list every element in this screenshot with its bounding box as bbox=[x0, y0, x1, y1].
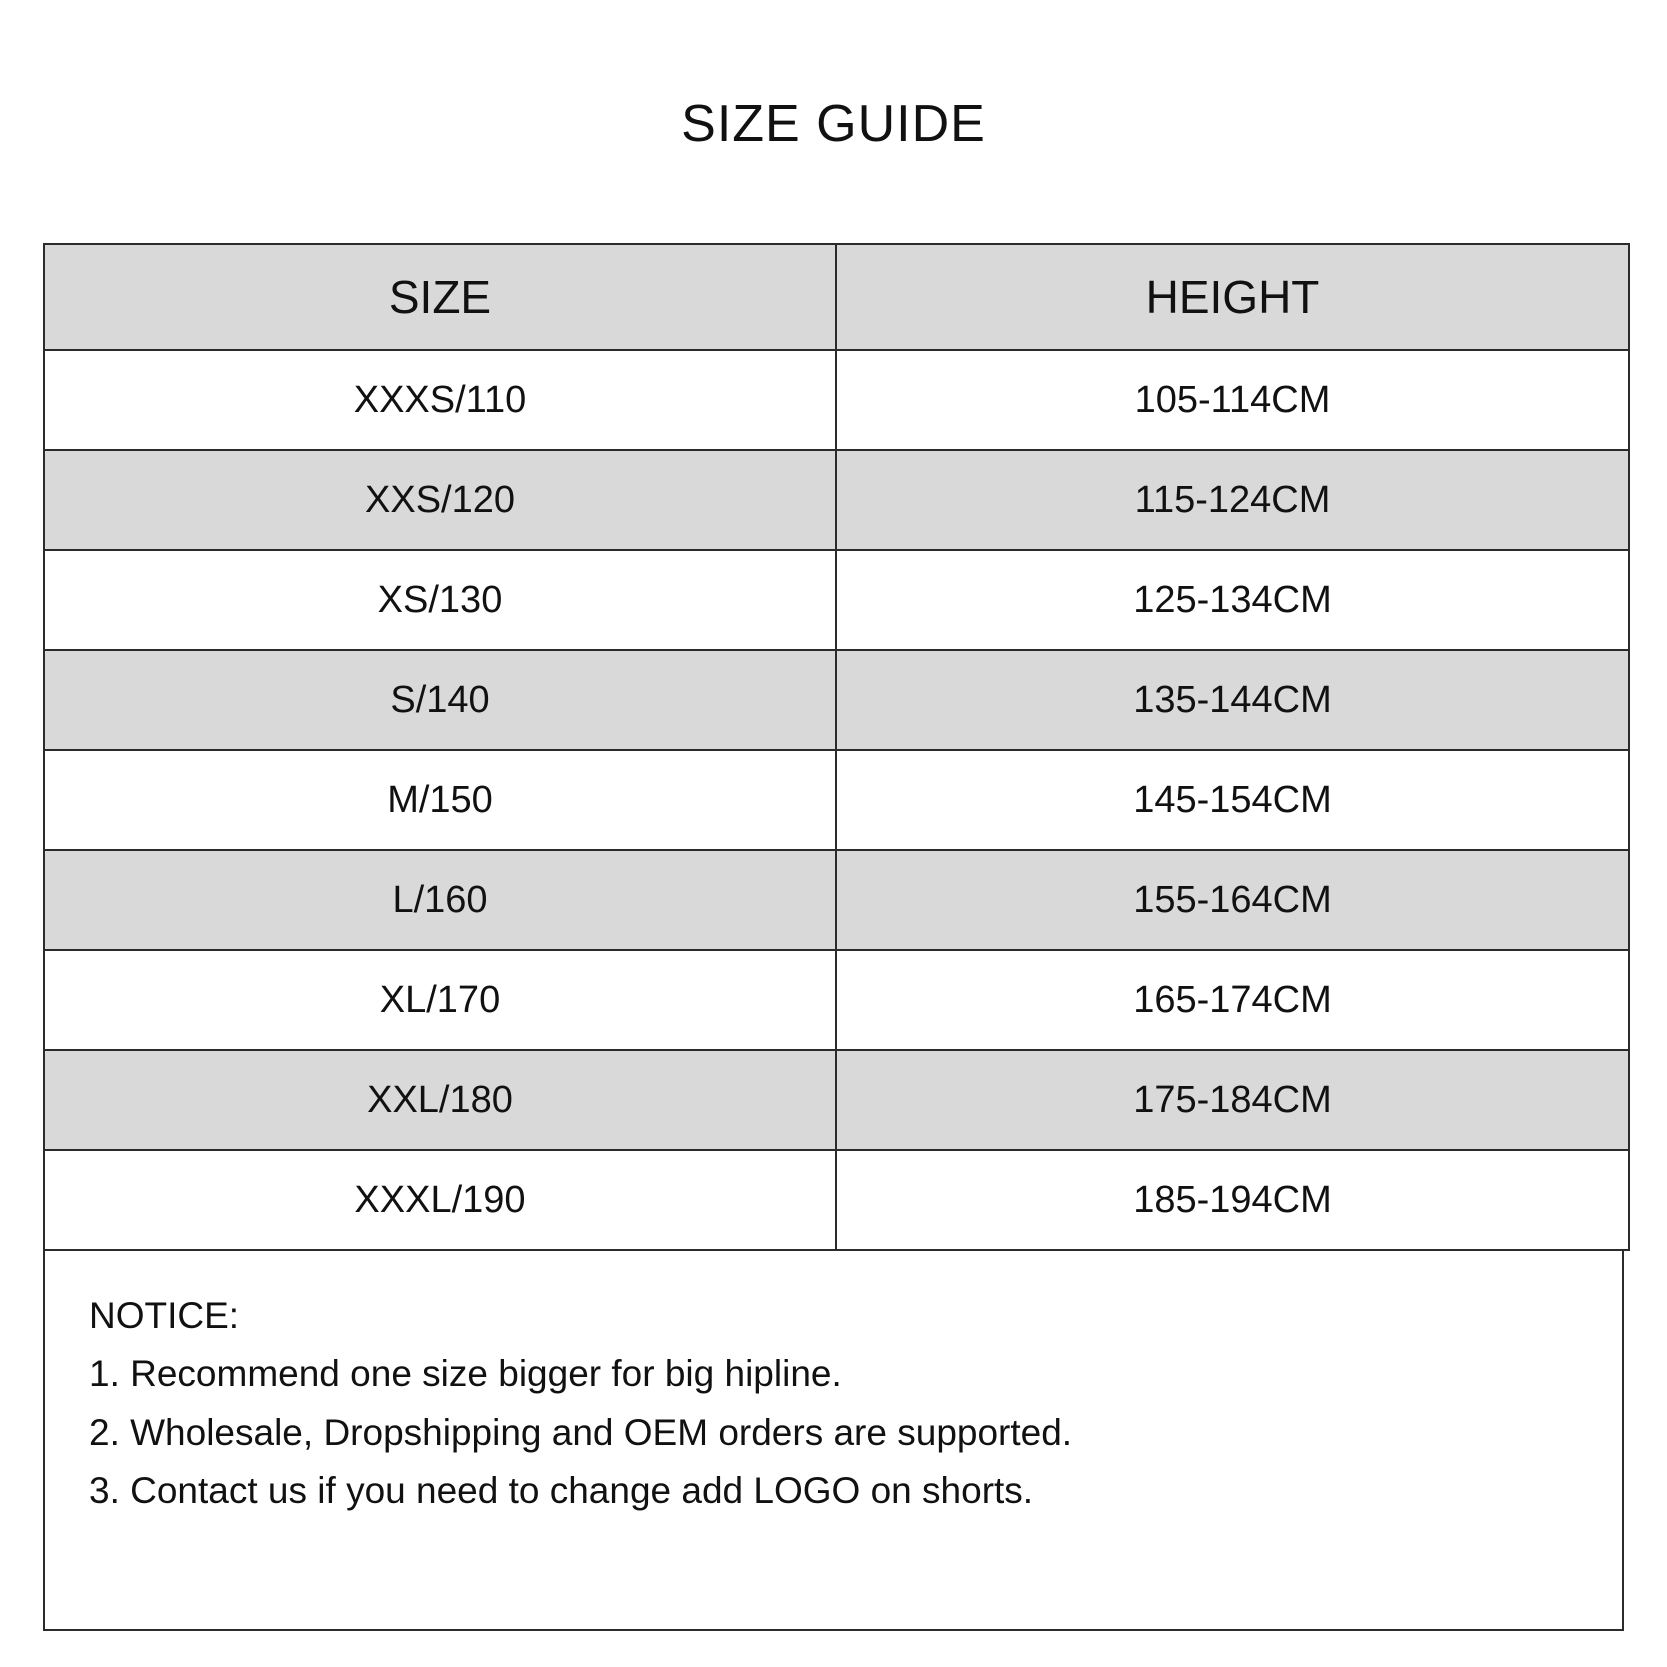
table-row bbox=[44, 950, 1629, 1050]
table-row bbox=[44, 350, 1629, 450]
cell-height: 105-114CM bbox=[836, 350, 1629, 450]
cell-size: XXL/180 bbox=[44, 1050, 836, 1150]
size-table bbox=[43, 243, 1630, 1251]
table-row bbox=[44, 850, 1629, 950]
table-row bbox=[44, 1050, 1629, 1150]
table-row bbox=[44, 550, 1629, 650]
page-title: SIZE GUIDE bbox=[681, 95, 986, 153]
cell-size: XL/170 bbox=[44, 950, 836, 1050]
column-header-size: SIZE bbox=[44, 244, 836, 350]
cell-size: L/160 bbox=[44, 850, 836, 950]
column-header-height: HEIGHT bbox=[836, 244, 1629, 350]
cell-height: 175-184CM bbox=[836, 1050, 1629, 1150]
notice-heading: NOTICE: bbox=[89, 1295, 240, 1336]
cell-size: XS/130 bbox=[44, 550, 836, 650]
table-row bbox=[44, 750, 1629, 850]
table-row bbox=[44, 1150, 1629, 1250]
table-header bbox=[44, 244, 1629, 350]
cell-height: 155-164CM bbox=[836, 850, 1629, 950]
cell-size: XXS/120 bbox=[44, 450, 836, 550]
table-row bbox=[44, 650, 1629, 750]
table-row bbox=[44, 450, 1629, 550]
notice-line-2: 2. Wholesale, Dropshipping and OEM orders are supported. bbox=[89, 1411, 1073, 1453]
notice-line-3: 3. Contact us if you need to change add LOGO on shorts. bbox=[89, 1470, 1034, 1512]
notice-line-1: 1. Recommend one size bigger for big hipline. bbox=[89, 1353, 842, 1395]
size-table-wrapper bbox=[43, 243, 1624, 1631]
cell-size: XXXL/190 bbox=[44, 1150, 836, 1250]
cell-height: 135-144CM bbox=[836, 650, 1629, 750]
table-body bbox=[44, 350, 1629, 1250]
cell-height: 115-124CM bbox=[836, 450, 1629, 550]
cell-size: S/140 bbox=[44, 650, 836, 750]
cell-height: 125-134CM bbox=[836, 550, 1629, 650]
cell-height: 145-154CM bbox=[836, 750, 1629, 850]
cell-height: 165-174CM bbox=[836, 950, 1629, 1050]
cell-size: XXXS/110 bbox=[44, 350, 836, 450]
cell-height: 185-194CM bbox=[836, 1150, 1629, 1250]
cell-size: M/150 bbox=[44, 750, 836, 850]
notice-section bbox=[43, 1251, 1624, 1631]
table-header-row bbox=[44, 244, 1629, 350]
